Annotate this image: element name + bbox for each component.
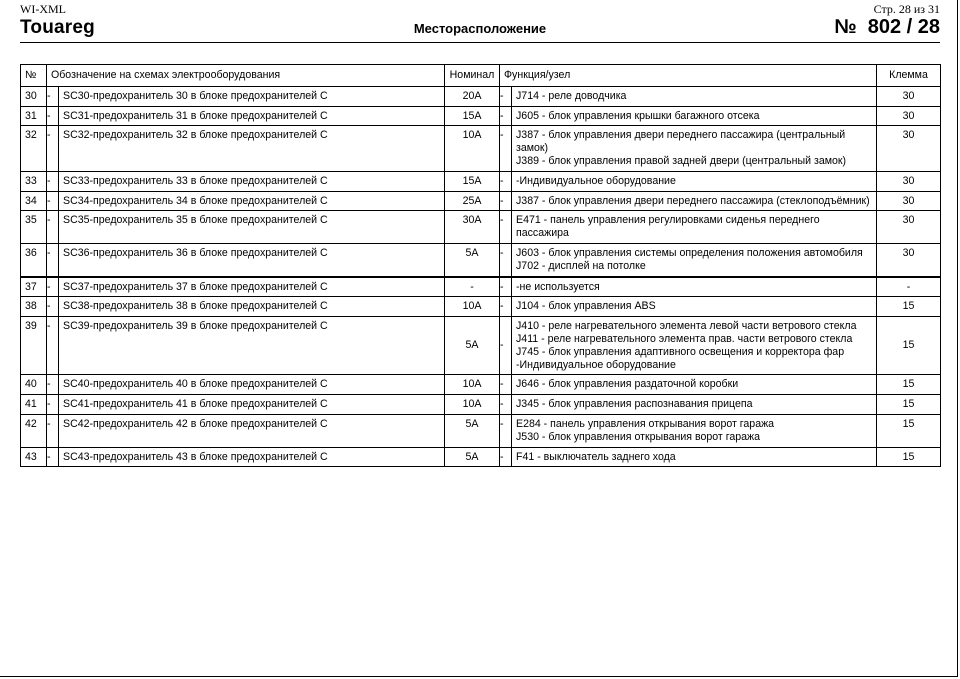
table-row (21, 106, 941, 126)
separator-dash: - (500, 243, 512, 276)
col-header-designation: Обозначение на схемах электрооборудования (47, 65, 445, 87)
fuse-terminal: 15 (877, 395, 941, 415)
row-number: 35 (21, 211, 47, 244)
row-number: 33 (21, 171, 47, 191)
separator-dash: - (47, 211, 59, 244)
fuse-nominal: 5A (445, 243, 500, 276)
function-line: J603 - блок управления системы определения положения автомобиля (516, 246, 863, 259)
fuse-function (512, 86, 877, 106)
fuse-terminal: 30 (877, 191, 941, 211)
fuse-nominal: 10A (445, 126, 500, 171)
table-row (21, 395, 941, 415)
row-number: 30 (21, 86, 47, 106)
separator-dash: - (500, 211, 512, 244)
fuse-nominal: 25A (445, 191, 500, 211)
function-line: J530 - блок управления открывания ворот гаража (516, 430, 761, 443)
row-number: 37 (21, 277, 47, 297)
document-number: № 802 / 28 (834, 16, 940, 38)
separator-dash: - (500, 395, 512, 415)
separator-dash: - (47, 243, 59, 276)
fuse-function (512, 317, 877, 375)
fuse-nominal: 10A (445, 375, 500, 395)
function-line: J410 - реле нагревательного элемента левой части ветрового стекла (516, 320, 857, 333)
function-line: J387 - блок управления двери переднего пассажира (стеклоподъёмник) (516, 194, 870, 207)
table-row (21, 171, 941, 191)
fuse-designation: SC37-предохранитель 37 в блоке предохранителей C (59, 277, 445, 297)
table-row (21, 375, 941, 395)
row-number: 41 (21, 395, 47, 415)
separator-dash: - (47, 171, 59, 191)
function-line: E471 - панель управления регулировками сиденья переднего пассажира (516, 214, 820, 240)
separator-dash: - (500, 277, 512, 297)
fuse-function (512, 191, 877, 211)
row-number: 36 (21, 243, 47, 276)
separator-dash: - (47, 86, 59, 106)
function-line: J745 - блок управления адаптивного освещения и корректора фар (516, 345, 845, 358)
function-line: -Индивидуальное оборудование (516, 358, 676, 371)
fuse-terminal: 30 (877, 243, 941, 276)
separator-dash: - (500, 126, 512, 171)
fuse-nominal: 5A (445, 317, 500, 375)
function-line: J104 - блок управления ABS (516, 300, 656, 313)
fuse-function (512, 106, 877, 126)
fuse-designation: SC31-предохранитель 31 в блоке предохранителей C (59, 106, 445, 126)
fuse-function (512, 243, 877, 276)
function-line: J389 - блок управления правой задней двери (центральный замок) (516, 154, 847, 167)
fuse-nominal: 10A (445, 297, 500, 317)
fuse-terminal: 15 (877, 375, 941, 395)
table-row (21, 86, 941, 106)
fuse-terminal: - (877, 277, 941, 297)
separator-dash: - (47, 317, 59, 375)
separator-dash: - (500, 317, 512, 375)
fuse-function (512, 277, 877, 297)
row-number: 42 (21, 414, 47, 447)
row-number: 32 (21, 126, 47, 171)
row-number: 34 (21, 191, 47, 211)
function-line: J714 - реле доводчика (516, 89, 627, 102)
function-line: J387 - блок управления двери переднего пассажира (центральный замок) (516, 129, 846, 155)
separator-dash: - (500, 191, 512, 211)
col-header-number: № (21, 65, 47, 87)
separator-dash: - (47, 447, 59, 467)
separator-dash: - (47, 277, 59, 297)
separator-dash: - (47, 191, 59, 211)
fuse-designation: SC34-предохранитель 34 в блоке предохранителей C (59, 191, 445, 211)
fuse-designation: SC36-предохранитель 36 в блоке предохранителей C (59, 243, 445, 276)
fuse-designation: SC33-предохранитель 33 в блоке предохранителей C (59, 171, 445, 191)
separator-dash: - (500, 375, 512, 395)
row-number: 39 (21, 317, 47, 375)
fuse-terminal: 30 (877, 106, 941, 126)
fuse-terminal: 30 (877, 211, 941, 244)
fuse-function (512, 171, 877, 191)
function-line: J702 - дисплей на потолке (516, 259, 646, 272)
fuse-table (20, 64, 941, 467)
table-row (21, 191, 941, 211)
model-title: Touareg (20, 17, 95, 38)
fuse-designation: SC38-предохранитель 38 в блоке предохранителей C (59, 297, 445, 317)
fuse-nominal: 30A (445, 211, 500, 244)
fuse-nominal: 10A (445, 395, 500, 415)
fuse-designation: SC42-предохранитель 42 в блоке предохранителей C (59, 414, 445, 447)
fuse-terminal: 30 (877, 171, 941, 191)
fuse-nominal: 5A (445, 414, 500, 447)
fuse-table-body (21, 86, 941, 467)
table-row (21, 243, 941, 276)
fuse-nominal: 15A (445, 106, 500, 126)
separator-dash: - (500, 447, 512, 467)
fuse-terminal: 15 (877, 297, 941, 317)
col-header-terminal: Клемма (877, 65, 941, 87)
separator-dash: - (500, 106, 512, 126)
col-header-function: Функция/узел (500, 65, 877, 87)
separator-dash: - (47, 297, 59, 317)
fuse-designation: SC30-предохранитель 30 в блоке предохранителей C (59, 86, 445, 106)
table-row (21, 414, 941, 447)
fuse-nominal: - (445, 277, 500, 297)
fuse-designation: SC32-предохранитель 32 в блоке предохранителей C (59, 126, 445, 171)
function-line: J605 - блок управления крышки багажного отсека (516, 109, 760, 122)
col-header-nominal: Номинал (445, 65, 500, 87)
fuse-designation: SC41-предохранитель 41 в блоке предохранителей C (59, 395, 445, 415)
fuse-designation: SC35-предохранитель 35 в блоке предохранителей C (59, 211, 445, 244)
fuse-function (512, 414, 877, 447)
function-line: -не используется (516, 280, 600, 293)
function-line: -Индивидуальное оборудование (516, 174, 676, 187)
separator-dash: - (47, 395, 59, 415)
row-number: 38 (21, 297, 47, 317)
fuse-nominal: 20A (445, 86, 500, 106)
separator-dash: - (47, 414, 59, 447)
function-line: F41 - выключатель заднего хода (516, 450, 676, 463)
table-row (21, 317, 941, 375)
page-info: Стр. 28 из 31 (873, 2, 940, 16)
function-line: J411 - реле нагревательного элемента прав. части ветрового стекла (516, 332, 853, 345)
fuse-terminal: 30 (877, 126, 941, 171)
table-row (21, 126, 941, 171)
fuse-terminal: 15 (877, 317, 941, 375)
table-row (21, 447, 941, 467)
separator-dash: - (500, 86, 512, 106)
fuse-designation: SC40-предохранитель 40 в блоке предохранителей C (59, 375, 445, 395)
row-number: 43 (21, 447, 47, 467)
separator-dash: - (500, 171, 512, 191)
row-number: 31 (21, 106, 47, 126)
fuse-function (512, 211, 877, 244)
function-line: J646 - блок управления раздаточной коробки (516, 378, 739, 391)
fuse-nominal: 5A (445, 447, 500, 467)
header-divider (20, 42, 940, 43)
function-line: E284 - панель управления открывания ворот гаража (516, 417, 775, 430)
fuse-terminal: 15 (877, 414, 941, 447)
separator-dash: - (47, 375, 59, 395)
fuse-terminal: 15 (877, 447, 941, 467)
function-line: J345 - блок управления распознавания прицепа (516, 398, 753, 411)
source-label: WI-XML (20, 2, 66, 16)
fuse-designation: SC43-предохранитель 43 в блоке предохранителей C (59, 447, 445, 467)
fuse-terminal: 30 (877, 86, 941, 106)
fuse-function (512, 126, 877, 171)
fuse-designation: SC39-предохранитель 39 в блоке предохранителей C (59, 317, 445, 375)
fuse-function (512, 395, 877, 415)
fuse-function (512, 447, 877, 467)
table-row (21, 277, 941, 297)
separator-dash: - (47, 126, 59, 171)
row-number: 40 (21, 375, 47, 395)
fuse-function (512, 375, 877, 395)
table-row (21, 297, 941, 317)
separator-dash: - (47, 106, 59, 126)
fuse-function (512, 297, 877, 317)
table-row (21, 211, 941, 244)
page-title: Месторасположение (413, 21, 547, 36)
table-header-row (21, 65, 941, 87)
fuse-nominal: 15A (445, 171, 500, 191)
separator-dash: - (500, 297, 512, 317)
separator-dash: - (500, 414, 512, 447)
